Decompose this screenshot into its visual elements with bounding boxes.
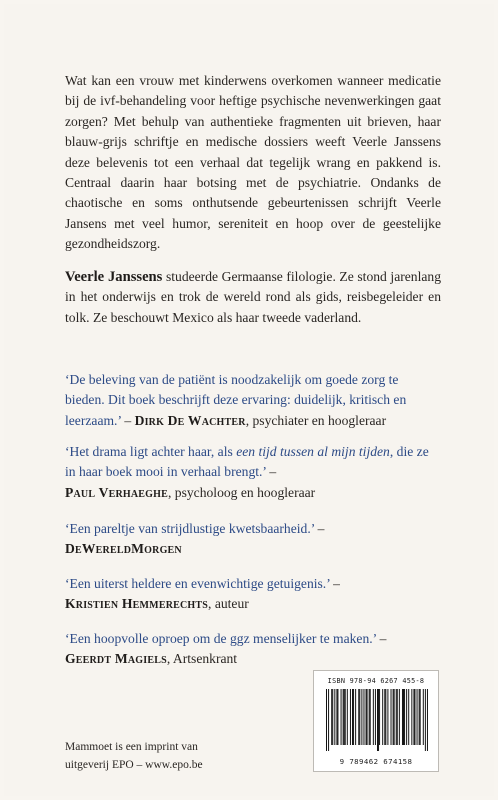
quote-text: ‘Een uiterst heldere en evenwichtige getuigenis.’	[65, 576, 330, 591]
barcode-bar	[378, 689, 379, 751]
quote-role: , psychiater en hoogleraar	[245, 412, 387, 428]
quote-dash: –	[314, 521, 325, 536]
barcode-bar	[326, 689, 327, 751]
barcode-bar	[353, 689, 354, 745]
quote-text: ‘Een pareltje van strijdlustige kwetsbaarheid.’	[65, 521, 315, 536]
barcode-bar	[396, 689, 397, 745]
barcode-bar	[406, 689, 407, 745]
quote-source: Geerdt Magiels	[65, 651, 167, 667]
barcode-bar	[332, 689, 333, 745]
quote-source: Dirk De Wachter	[134, 412, 246, 428]
quote-dash: –	[120, 412, 135, 428]
barcode-bar	[394, 689, 395, 745]
quote-text-after: , die ze in haar boek mooi in verhaal brengt.’	[65, 444, 429, 480]
barcode-bar	[411, 689, 412, 745]
quote-text-italic: een tijd tussen al mijn tijden	[236, 444, 390, 459]
barcode-bar	[375, 689, 376, 745]
publisher-imprint	[65, 739, 265, 774]
barcode-bar	[363, 689, 364, 745]
barcode-bar	[336, 689, 337, 745]
barcode-bar	[385, 689, 386, 745]
quote-dash: –	[265, 464, 277, 480]
review-quote-4	[65, 574, 441, 615]
barcode-bar	[403, 689, 404, 745]
quote-dash: –	[376, 631, 387, 646]
barcode-bar	[355, 689, 356, 745]
quote-dash: –	[329, 576, 340, 591]
ean-digits: 9 789462 674158	[339, 757, 413, 766]
quote-source: Kristien Hemmerechts	[65, 596, 209, 612]
quote-source: Paul Verhaeghe	[65, 484, 168, 500]
barcode-bar	[347, 689, 348, 745]
barcode-bar	[384, 689, 385, 745]
barcode-bar	[344, 689, 345, 745]
barcode-bar	[379, 689, 380, 745]
barcode-bar	[361, 689, 362, 745]
barcode-bar	[404, 689, 405, 745]
barcode-bar	[377, 689, 378, 751]
quote-text: ‘Een hoopvolle oproep om de ggz menselijker te maken.’	[65, 631, 377, 646]
imprint-line-1: Mammoet is een imprint van	[65, 741, 198, 753]
quote-text-before: ‘Het drama ligt achter haar, als	[65, 444, 237, 459]
barcode-bar	[345, 689, 346, 745]
imprint-line-2: uitgeverij EPO – www.epo.be	[65, 758, 203, 771]
barcode-bar	[382, 689, 383, 745]
blurb-paragraph: Wat kan een vrouw met kinderwens overkomen wanneer medicatie bij de ivf-behandeling voor heftige psychische nevenwerkingen gaat zorgen? Met behulp van authentieke fragmenten uit brieven, haar blauw-grijs schriftje en medische dossiers weeft Veerle Janssens deze belevenis tot een verhaal dat tegelijk wrang en pakkend is. Centraal daarin haar botsing met de psychiatrie. Ondanks de chaotische en soms onthutsende gebeurtenissen schrijft Veerle Jansens met veel humor, sereniteit en hoop over de geestelijke gezondheidszorg.	[65, 73, 441, 252]
barcode-bar	[331, 689, 332, 745]
barcode-bar	[423, 689, 424, 745]
cover-panel	[4, 4, 494, 796]
barcode-bar	[425, 689, 426, 751]
barcode-bar	[334, 689, 335, 745]
barcode-bar	[397, 689, 398, 745]
review-quote-5	[65, 629, 441, 670]
barcode-bar	[420, 689, 421, 745]
barcode-bar	[367, 689, 368, 745]
barcode-bar	[419, 689, 420, 745]
review-quote-2	[65, 442, 441, 503]
barcode-bar	[369, 689, 370, 745]
author-bio-text: studeerde Germaanse filologie. Ze stond jarenlang in het onderwijs en trok de wereld rond als gids, reisbegeleider en tolk. Ze beschouwt Mexico als haar tweede vaderland.	[65, 269, 442, 325]
barcode-bar	[373, 689, 374, 745]
barcode-bar	[328, 689, 329, 751]
barcode-bar	[393, 689, 394, 745]
barcode-bar	[408, 689, 409, 745]
barcode-bar	[341, 689, 342, 745]
author-name: Veerle Janssens	[65, 269, 163, 285]
barcode-bar	[350, 689, 351, 745]
isbn-label: ISBN 978-94 6267 455-8	[327, 677, 425, 685]
barcode-bar	[402, 689, 403, 745]
quote-text: ‘De beleving van de patiënt is noodzakelijk om goede zorg te bieden. Dit boek beschrijft deze ervaring: duidelijk, kritisch en leerzaam.’	[65, 372, 407, 428]
barcode-bar	[343, 689, 344, 745]
review-quote-3	[65, 519, 441, 560]
author-bio	[65, 267, 441, 328]
barcode-bar	[366, 689, 367, 745]
barcode-bar	[417, 689, 418, 745]
quote-role: , auteur	[208, 596, 249, 612]
barcode-bar	[358, 689, 359, 745]
barcode-bar	[391, 689, 392, 745]
barcode-bar	[359, 689, 360, 745]
barcode-bar	[427, 689, 428, 751]
quote-role: , Artsenkrant	[166, 651, 238, 667]
isbn-barcode	[313, 670, 439, 772]
barcode-bar	[337, 689, 338, 745]
quote-text	[65, 444, 429, 479]
barcode-bar	[370, 689, 371, 745]
barcode-bar	[399, 689, 400, 745]
quote-role: , psycholoog en hoogleraar	[167, 484, 316, 500]
barcode-bar	[413, 689, 414, 745]
barcode-bar	[352, 689, 353, 745]
review-quote-1	[65, 370, 441, 431]
barcode-bars	[326, 689, 428, 751]
barcode-bar	[414, 689, 415, 745]
barcode-bar	[387, 689, 388, 745]
quote-source: DeWereldMorgen	[65, 541, 182, 557]
